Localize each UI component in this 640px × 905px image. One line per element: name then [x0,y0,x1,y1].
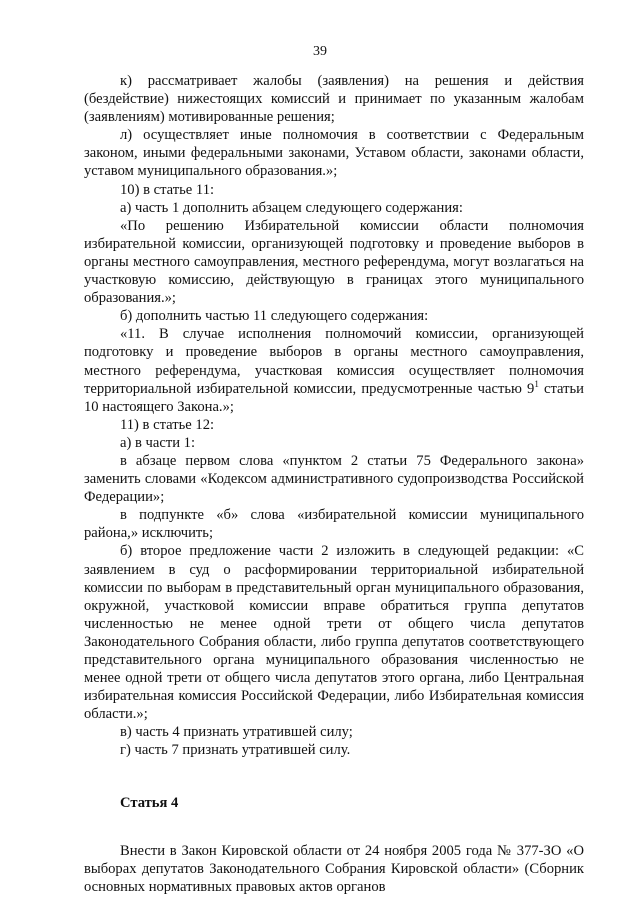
paragraph-11a: а) в части 1: [120,434,196,451]
paragraph-11g: г) часть 7 признать утратившей силу. [120,742,351,759]
article-heading: Статья 4 [120,794,179,811]
spacer [84,760,584,794]
paragraph-11b: б) второе предложение части 2 изложить в следующей редакции: «С заявлением в суд о расформировании территориальной избирательной комиссии по выборам в представительный орган муниципального образования, окружной, участковой комиссии вправе обратиться группа депутатов численностью не менее одной трети от общего числа депутатов Законодательного Собрания области, либо группа депутатов соответствующего представительного органа муниципального образования численностью не менее одной трети от общего числа депутатов этого органа, либо Центральная избирательная комиссия Российской Федерации, либо Избирательная комиссия области.»; [84,543,584,723]
paragraph-k: к) рассматривает жалобы (заявления) на решения и действия (бездействие) нижестоящих комиссий и принимает по указанным жалобам (заявлениям) мотивированные решения; [84,73,584,126]
paragraph-11-text: «11. В случае исполнения полномочий комиссии, организующей подготовку и проведение выборов в органы местного самоуправления, местного референдума, участковая комиссия осуществляет полномочия территориальной избирательной комиссии, предусмотренные частью 9 [84,326,584,397]
paragraph-11a-2: в подпункте «б» слова «избирательной комиссии муниципального района,» исключить; [84,507,584,542]
paragraph-11-tail: статьи 10 настоящего Закона.»; [84,380,584,415]
document-body [84,72,584,896]
paragraph-11v: в) часть 4 признать утратившей силу; [120,724,353,741]
article-4-text: Внести в Закон Кировской области от 24 ноября 2005 года № 377-ЗО «О выборах депутатов Законодательного Собрания Кировской области» (Сборник основных нормативных правовых актов органов [84,842,584,895]
page-number: 39 [313,44,327,59]
paragraph-10a: а) часть 1 дополнить абзацем следующего содержания: [120,199,463,216]
paragraph-11a-1: в абзаце первом слова «пунктом 2 статьи 75 Федерального закона» заменить словами «Кодексом административного судопроизводства Российской Федерации»; [84,452,584,506]
paragraph-item-11: 11) в статье 12: [120,416,215,433]
superscript-index: 1 [534,378,539,389]
paragraph-l: л) осуществляет иные полномочия в соответствии с Федеральным законом, иными федеральными законами, Уставом области, законами области, уставом муниципального образования.»; [84,127,584,180]
spacer [84,812,584,842]
paragraph-10b: б) дополнить частью 11 следующего содержания: [120,308,429,325]
paragraph-11-quote [84,325,584,415]
paragraph-10a-quote: «По решению Избирательной комиссии области полномочия избирательной комиссии, организующей подготовку и проведение выборов в органы местного самоуправления, местного референдума, могут возлагаться на участковую комиссию, действующую в границах этого муниципального образования.»; [84,217,584,307]
paragraph-item-10: 10) в статье 11: [120,181,215,198]
